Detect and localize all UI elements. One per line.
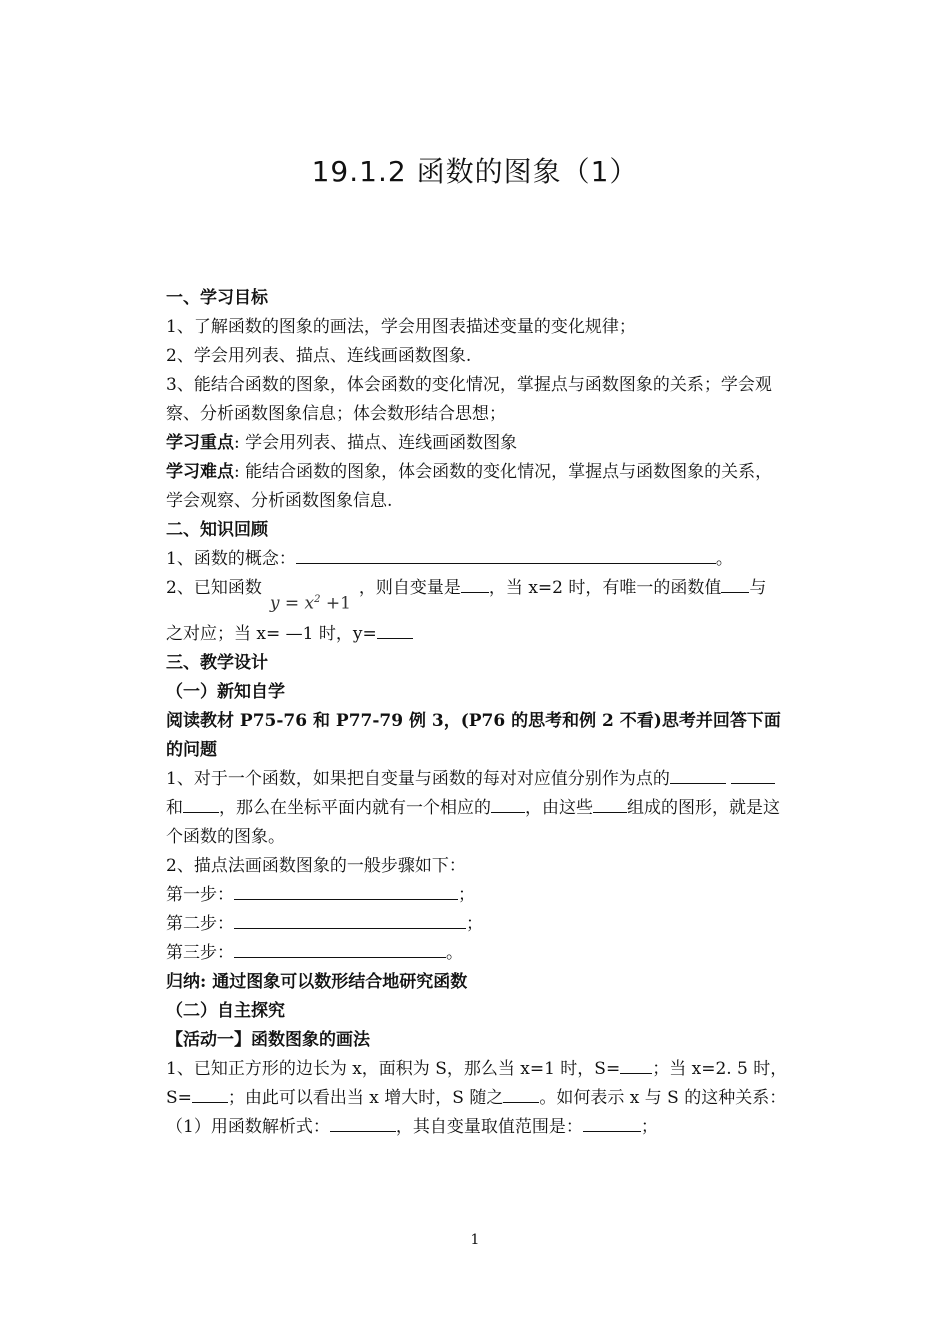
goal-1: 1、了解函数的图象的画法，学会用图表描述变量的变化规律； — [166, 317, 636, 337]
section-heading-design: 三、教学设计 — [166, 653, 268, 673]
answer-blank[interactable] — [721, 574, 749, 593]
key-point-label: 学习重点 — [166, 433, 234, 453]
step-1 — [166, 881, 788, 910]
answer-blank[interactable] — [731, 765, 775, 784]
summary: 归纳: 通过图象可以数形结合地研究函数 — [166, 972, 468, 992]
answer-blank[interactable] — [503, 1084, 539, 1103]
review-q2-text-a: 2、已知函数 — [166, 578, 262, 598]
answer-blank[interactable] — [296, 545, 716, 564]
a1-text-a: 1、已知正方形的边长为 x，面积为 S，那么当 x=1 时，S= — [166, 1059, 621, 1079]
review-q2 — [166, 574, 788, 620]
difficult-point — [166, 458, 788, 516]
formula-rest: +1 — [320, 594, 351, 614]
section-heading-goals: 一、学习目标 — [166, 288, 268, 308]
answer-blank[interactable] — [583, 1113, 641, 1132]
answer-blank[interactable] — [670, 765, 726, 784]
key-point — [166, 429, 788, 458]
step-1-label: 第一步： — [166, 885, 234, 905]
review-q1-text: 1、函数的概念： — [166, 549, 296, 569]
page-number: 1 — [470, 1232, 480, 1248]
review-q1 — [166, 545, 788, 574]
goal-2: 2、学会用列表、描点、连线画函数图象. — [166, 346, 472, 366]
review-q2-text-e: 之对应；当 x= —1 时，y= — [166, 624, 377, 644]
page-title: 19.1.2 函数的图象（1） — [311, 155, 639, 188]
step-2-label: 第二步： — [166, 914, 234, 934]
review-q2-cont — [166, 620, 788, 649]
answer-blank[interactable] — [377, 620, 413, 639]
a2-text-b: ，其自变量取值范围是： — [395, 1117, 583, 1137]
review-q1-end: 。 — [715, 549, 733, 569]
step-2 — [166, 910, 788, 939]
q1-text-e: 组成的图形，就是这个函数的图象。 — [166, 798, 780, 847]
difficult-point-text: : 能结合函数的图象，体会函数的变化情况，掌握点与函数图象的关系，学会观察、分析函数图象信息. — [166, 462, 773, 511]
key-point-text: : 学会用列表、描点、连线画函数图象 — [234, 433, 518, 453]
a1-text-b: ；当 x=2. 5 时， — [652, 1059, 788, 1079]
answer-blank[interactable] — [620, 1055, 652, 1074]
function-formula — [270, 585, 351, 619]
q1-text-c: ，那么在坐标平面内就有一个相应的 — [219, 798, 491, 818]
step-2-end: ； — [466, 914, 483, 934]
a2-text-c: ； — [640, 1117, 658, 1137]
step-3 — [166, 939, 788, 968]
answer-blank[interactable] — [330, 1113, 396, 1132]
difficult-point-label: 学习难点 — [166, 462, 234, 482]
activity-1-heading: 【活动一】函数图象的画法 — [166, 1030, 370, 1050]
q1-text-d: ，由这些 — [525, 798, 593, 818]
q1-text-b: 和 — [166, 798, 183, 818]
question-1 — [166, 765, 788, 852]
reading-instruction: 阅读教材 P75-76 和 P77-79 例 3，(P76 的思考和例 2 不看)思考并回答下面的问题 — [166, 711, 781, 760]
step-3-end: 。 — [446, 943, 463, 963]
a1-text-e: 。如何表示 x 与 S 的这种关系： — [539, 1088, 787, 1108]
answer-blank[interactable] — [192, 1084, 228, 1103]
document-body — [166, 284, 788, 1142]
formula-exponent: 2 — [314, 594, 321, 606]
step-3-label: 第三步： — [166, 943, 234, 963]
formula-base: y = x — [269, 594, 315, 614]
answer-blank[interactable] — [234, 939, 446, 958]
subsection-explore: （二）自主探究 — [166, 1001, 285, 1021]
review-q2-text-c: ，当 x=2 时，有唯一的函数值 — [488, 578, 722, 598]
answer-blank[interactable] — [491, 794, 525, 813]
a1-text-c: S= — [166, 1088, 192, 1108]
goal-3: 3、能结合函数的图象，体会函数的变化情况，掌握点与函数图象的关系；学会观察、分析函数图象信息；体会数形结合思想； — [166, 375, 772, 424]
answer-blank[interactable] — [234, 910, 466, 929]
activity-1-q1-cont — [166, 1084, 788, 1113]
subsection-self-study: （一）新知自学 — [166, 682, 285, 702]
a1-text-d: ；由此可以看出当 x 增大时，S 随之 — [227, 1088, 504, 1108]
review-q2-text-d: 与 — [749, 578, 767, 598]
answer-blank[interactable] — [183, 794, 219, 813]
activity-1-q2 — [166, 1113, 788, 1142]
step-1-end: ； — [458, 885, 475, 905]
a2-text-a: （1）用函数解析式： — [166, 1117, 330, 1137]
q1-text-a: 1、对于一个函数，如果把自变量与函数的每对对应值分别作为点的 — [166, 769, 670, 789]
section-heading-review: 二、知识回顾 — [166, 520, 268, 540]
answer-blank[interactable] — [593, 794, 627, 813]
review-q2-text-b: ，则自变量是 — [358, 578, 461, 598]
answer-blank[interactable] — [234, 881, 458, 900]
activity-1-q1 — [166, 1055, 788, 1084]
answer-blank[interactable] — [461, 574, 489, 593]
question-2: 2、描点法画函数图象的一般步骤如下： — [166, 856, 466, 876]
